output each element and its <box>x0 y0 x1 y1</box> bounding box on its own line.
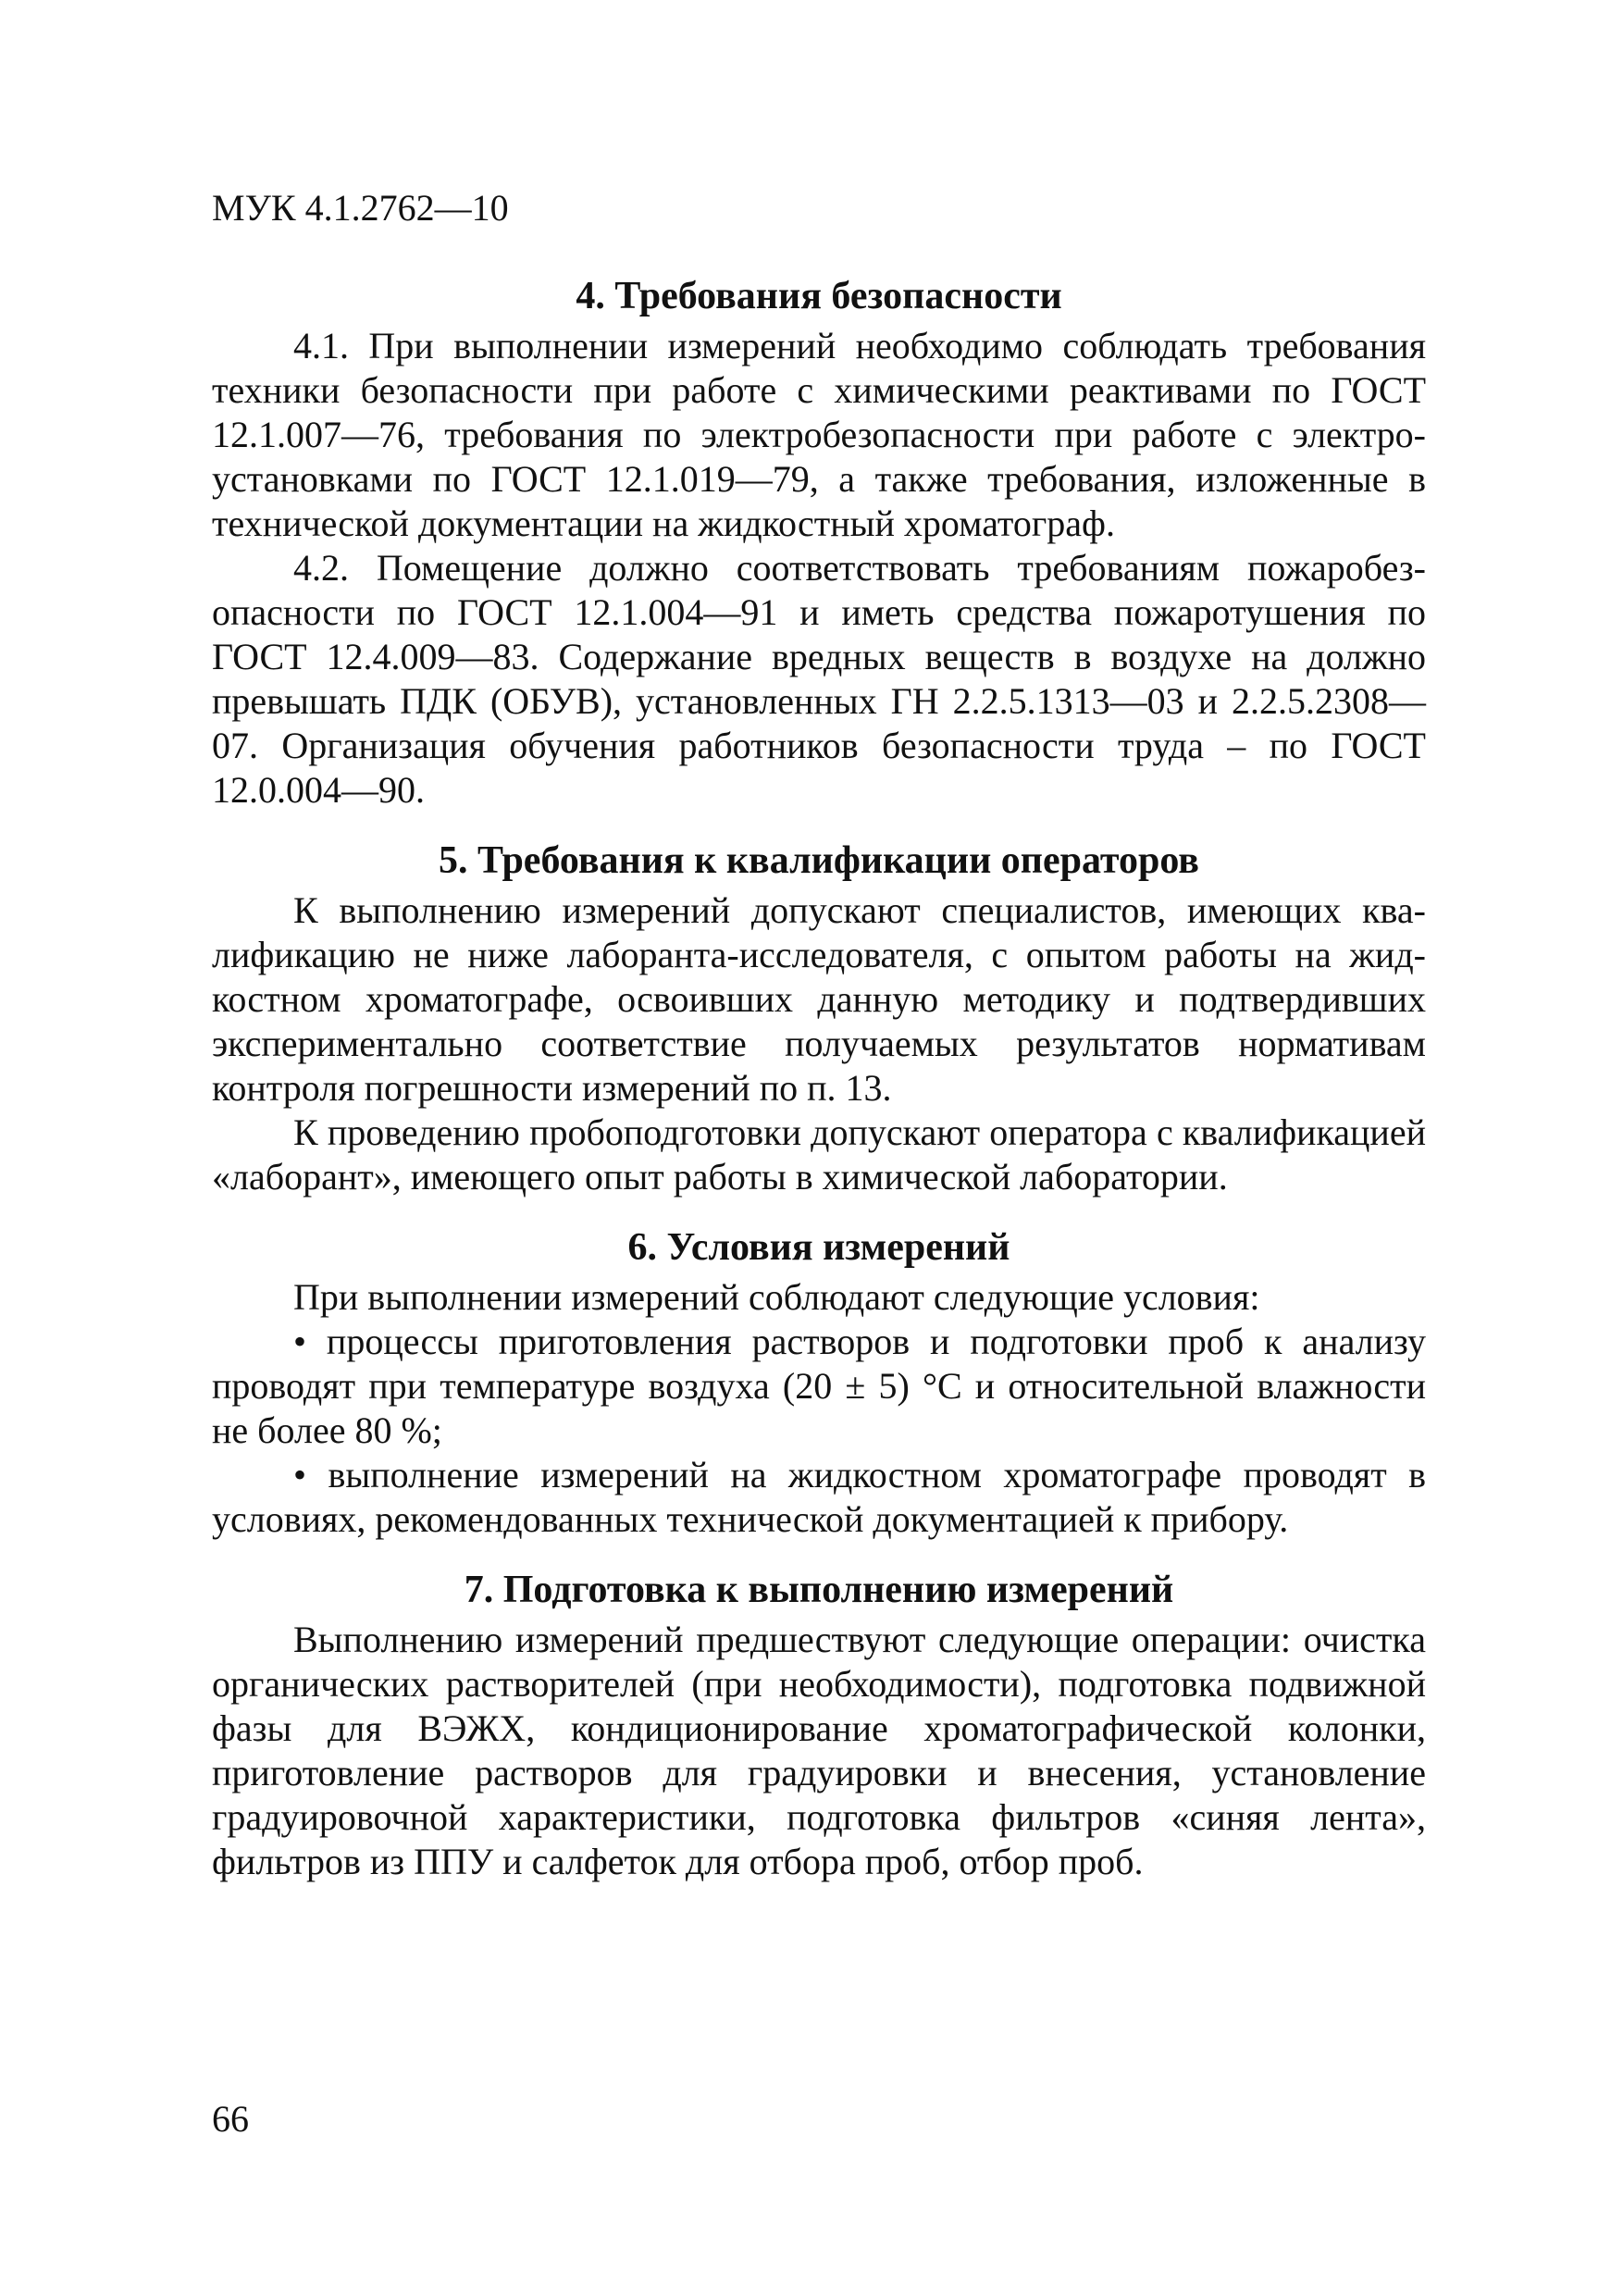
bullet-item: • процессы приготовления растворов и подготовки проб к анализу проводят при температуре воздуха (20 ± 5) °С и относительной влажности не более 80 %; <box>212 1321 1426 1451</box>
section-title: 7. Подготовка к выполнению измерений <box>464 1569 1174 1611</box>
document-body <box>212 268 1426 1884</box>
paragraph: К выполнению измерений допускают специалистов, имеющих квалификацию не ниже лаборанта-исследователя, с опытом работы на жидкостном хроматографе, освоивших данную методику и подтвердивших экспериментально соответствие получаемых результатов нормативам контроля погрешности измерений по п. 13. <box>212 889 1426 1109</box>
paragraph: 4.2. Помещение должно соответствовать требованиям пожаробезопасности по ГОСТ 12.1.004—91 и иметь средства пожаротушения по ГОСТ 12.4.009—83. Содержание вредных веществ в воздухе на должно превышать ПДК (ОБУВ), установленных ГН 2.2.5.1313—03 и 2.2.5.2308—07. Организация обучения работников безопасности труда – по ГОСТ 12.0.004—90. <box>212 547 1426 811</box>
page-number: 66 <box>212 2098 249 2140</box>
section-safety-requirements <box>212 268 1426 813</box>
paragraph: К проведению пробоподготовки допускают оператора с квалификацией «лаборант», имеющего опыт работы в химической лаборатории. <box>212 1111 1426 1198</box>
bullet-item: • выполнение измерений на жидкостном хроматографе проводят в условиях, рекомендованных технической документацией к прибору. <box>212 1454 1426 1540</box>
section-title: 5. Требования к квалификации операторов <box>439 839 1199 882</box>
section-operator-qualification <box>212 833 1426 1199</box>
section-title: 4. Требования безопасности <box>576 275 1062 317</box>
section-measurement-preparation <box>212 1562 1426 1884</box>
paragraph: При выполнении измерений соблюдают следующие условия: <box>293 1276 1260 1318</box>
section-measurement-conditions <box>212 1220 1426 1542</box>
document-code: МУК 4.1.2762—10 <box>212 187 509 229</box>
paragraph: 4.1. При выполнении измерений необходимо соблюдать требования техники безопасности при работе с химическими реактивами по ГОСТ 12.1.007—76, требования по электробезопасности при работе с электроустановками по ГОСТ 12.1.019—79, а также требования, изложенные в технической документации на жидкостный хроматограф. <box>212 325 1426 544</box>
paragraph: Выполнению измерений предшествуют следующие операции: очистка органических растворителей (при необходимости), подготовка подвижной фазы для ВЭЖХ, кондиционирование хроматографической колонки, приготовление растворов для градуировки и внесения, установление градуировочной характеристики, подготовка фильтров «синяя лента», фильтров из ППУ и салфеток для отбора проб, отбор проб. <box>212 1619 1426 1882</box>
section-title: 6. Условия измерений <box>627 1226 1010 1269</box>
